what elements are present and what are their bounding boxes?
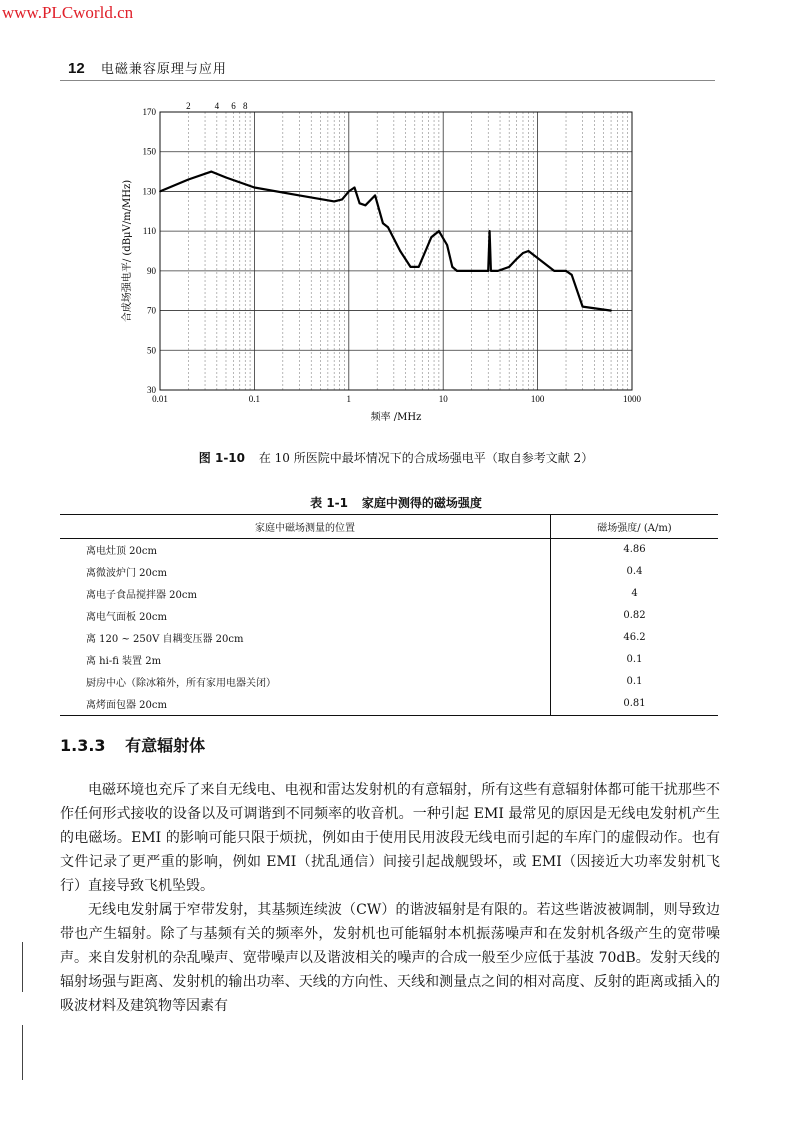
data-point [210,171,212,173]
book-title: 电磁兼容原理与应用 [100,62,227,77]
section-heading [60,733,205,756]
table-cell-strength: 4 [551,583,719,605]
margin-mark [22,1025,23,1080]
table-caption [0,494,792,511]
header-rule [60,80,715,81]
y-tick-label: 70 [147,305,156,316]
table-cell-location: 离电子食品搅拌器 20cm [86,590,197,601]
data-point [333,200,335,202]
table-row [60,605,718,627]
data-point [382,222,384,224]
data-point [359,202,361,204]
y-tick-label: 90 [147,265,156,276]
data-point [418,266,420,268]
data-point [365,204,367,206]
table-cell-strength: 0.82 [551,605,719,627]
plot-frame [160,112,632,390]
x-tick-label: 1 [346,394,352,404]
data-point [508,266,510,268]
table-cell-location: 离 hi-fi 装置 2m [86,656,162,667]
data-point [522,252,524,254]
table-cell-location: 离微波炉门 20cm [86,568,167,579]
data-point [299,195,301,197]
table-row [60,539,718,562]
data-point [387,226,389,228]
data-point [451,266,453,268]
y-tick-label: 170 [142,107,156,117]
data-point [490,270,492,272]
data-point [399,250,401,252]
data-point [374,195,376,197]
y-tick-label: 130 [142,186,156,197]
data-point [487,270,489,272]
x-tick-label: 10 [438,394,448,404]
data-point [341,198,343,200]
data-point [582,306,584,308]
table-row [60,627,718,649]
y-tick-label: 30 [147,385,156,395]
paragraph-2: 无线电发射属于窄带发射，其基频连续波（CW）的谐波辐射是有限的。若这些谐波被调制，则导致边带也产生辐射。除了与基频有关的频率外，发射机也可能辐射本机振荡噪声和在发射机各级产生的宽带噪声。来自发射机的杂乱噪声、宽带噪声以及谐波相关的噪声的合成一般至少应低于基波 70dB。发射天线的辐射场强与距离、发射机的输出功率、天线的方向性、天线和测量点之间的相对高度、反射的距离或插入的吸波材料及建筑物等因素有 [60,902,720,1014]
table-cell-location: 离电灶顶 20cm [86,546,157,557]
data-point [188,179,190,181]
table-cell-strength: 4.86 [551,539,719,562]
x-tick-label: 1000 [623,394,641,404]
data-point [553,270,555,272]
table-body [60,539,718,716]
section-number: 1.3.3 [60,736,106,755]
field-strength-chart [100,96,660,436]
data-point [446,244,448,246]
table-header-row [60,515,718,539]
table-row [60,671,718,693]
top-minor-label: 6 [231,101,236,111]
table-cell-strength: 0.81 [551,693,719,716]
top-minor-label: 4 [214,101,220,111]
running-header [68,58,227,77]
table-cell-strength: 0.4 [551,561,719,583]
y-tick-label: 150 [142,146,156,157]
data-point [348,191,350,193]
data-point [431,236,433,238]
data-point [425,250,427,252]
data-point [410,266,412,268]
table-cell-strength: 46.2 [551,627,719,649]
top-minor-label: 2 [186,101,191,111]
figure-caption-text: 在 10 所医院中最坏情况下的合成场强电平（取自参考文献 2） [258,451,594,465]
table-row [60,649,718,671]
data-point [571,274,573,276]
table-cell-location: 离 120 ~ 250V 自耦变压器 20cm [86,634,244,645]
table-cell-location: 厨房中心（除冰箱外，所有家用电器关闭） [86,678,276,689]
x-tick-label: 0.01 [152,394,168,404]
data-point [516,258,518,260]
data-point [456,270,458,272]
top-minor-label: 8 [243,101,248,111]
figure-label: 图 1-10 [198,451,246,465]
watermark: www.PLCworld.cn [2,3,134,22]
data-point [489,230,491,232]
data-point [438,230,440,232]
table-cell-strength: 0.1 [551,671,719,693]
table-cell-location: 离烤面包器 20cm [60,693,551,716]
data-point [528,250,530,252]
data-point [225,177,227,179]
section-title: 有意辐射体 [125,736,206,755]
x-axis-label: 频率 /MHz [370,412,422,423]
data-point [497,270,499,272]
page-number: 12 [68,60,85,77]
margin-mark [22,942,23,992]
table-row [60,693,718,716]
data-point [159,191,161,193]
data-point [254,187,256,189]
x-tick-label: 0.1 [248,394,261,404]
y-axis-label: 合成场强电平/ (dBμV/m/MHz) [122,179,133,323]
paragraph-1: 电磁环境也充斥了来自无线电、电视和雷达发射机的有意辐射，所有这些有意辐射体都可能干扰那些不作任何形式接收的设备以及可调谐到不同频率的收音机。一种引起 EMI 最常见的原因是无线电发射机产生的电磁场。EMI 的影响可能只限于烦扰，例如由于使用民用波段无线电而引起的车库门的虚假动作。也有文件记录了更严重的影响，例如 EMI（扰乱通信）间接引起战舰毁坏，或 EMI（因接近大功率发射机飞行）直接导致飞机坠毁。 [60,782,720,894]
figure-caption [0,449,792,466]
series-line [160,172,611,311]
table-cell-strength: 0.1 [551,649,719,671]
table-caption-text: 家庭中测得的磁场强度 [361,496,482,510]
y-tick-label: 110 [142,226,156,237]
table-cell-location: 离电气面板 20cm [86,612,167,623]
table-row [60,561,718,583]
y-tick-label: 50 [147,345,156,356]
data-point [354,187,356,189]
magnetic-field-table [60,514,718,716]
table-label: 表 1-1 [310,496,348,510]
data-point [565,270,567,272]
data-point [610,310,612,312]
table-header-location: 家庭中磁场测量的位置 [60,515,551,539]
table-header-strength: 磁场强度/ (A/m) [551,515,719,539]
table-row [60,583,718,605]
x-tick-label: 100 [530,394,545,404]
